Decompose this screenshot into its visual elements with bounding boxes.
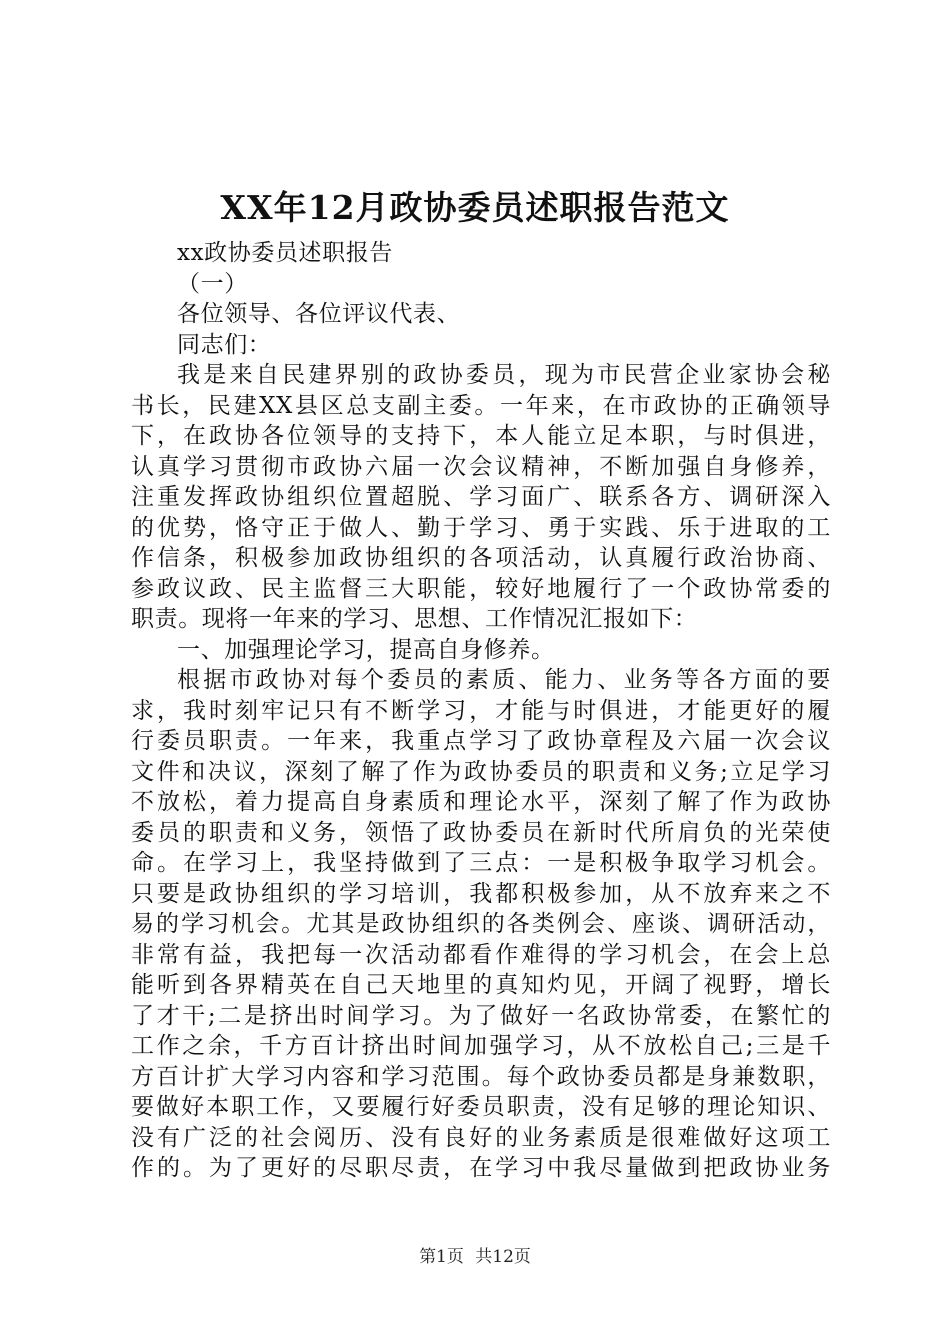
body-line: 参政议政、民主监督三大职能，较好地履行了一个政协常委的 bbox=[131, 575, 831, 602]
body-line: xx政协委员述职报告 bbox=[177, 240, 393, 266]
body-line: 行委员职责。一年来，我重点学习了政协章程及六届一次会议 bbox=[131, 728, 831, 754]
body-line: 工作之余，千方百计挤出时间加强学习，从不放松自己;三是千 bbox=[131, 1033, 831, 1059]
body-line: 能听到各界精英在自己天地里的真知灼见，开阔了视野，增长 bbox=[131, 972, 831, 998]
page-total: 共12页 bbox=[475, 1247, 531, 1267]
body-line: 注重发挥政协组织位置超脱、学习面广、联系各方、调研深入 bbox=[131, 484, 831, 510]
body-line: （一） bbox=[177, 270, 248, 297]
body-line: 认真学习贯彻市政协六届一次会议精神，不断加强自身修养， bbox=[131, 453, 831, 480]
document-body bbox=[131, 238, 831, 1184]
body-line: 易的学习机会。尤其是政协组织的各类例会、座谈、调研活动， bbox=[131, 911, 831, 937]
page-number: 第1页 bbox=[419, 1247, 464, 1267]
body-line: 只要是政协组织的学习培训，我都积极参加，从不放弃来之不 bbox=[131, 880, 831, 907]
body-line: 下，在政协各位领导的支持下，本人能立足本职，与时俱进， bbox=[131, 423, 831, 449]
body-line: 作的。为了更好的尽职尽责，在学习中我尽量做到把政协业务 bbox=[131, 1155, 831, 1181]
document-title: XX年12月政协委员述职报告范文 bbox=[220, 188, 730, 227]
body-line: 了才干;二是挤出时间学习。为了做好一名政协常委，在繁忙的 bbox=[131, 1002, 831, 1029]
body-line: 非常有益，我把每一次活动都看作难得的学习机会，在会上总 bbox=[131, 941, 831, 968]
body-line: 文件和决议，深刻了解了作为政协委员的职责和义务;立足学习 bbox=[131, 758, 831, 785]
body-line: 不放松，着力提高自身素质和理论水平，深刻了解了作为政协 bbox=[131, 789, 831, 815]
body-line: 委员的职责和义务，领悟了政协委员在新时代所肩负的光荣使 bbox=[131, 819, 831, 846]
body-line: 求，我时刻牢记只有不断学习，才能与时俱进，才能更好的履 bbox=[131, 697, 831, 724]
body-line: 各位领导、各位评议代表、 bbox=[177, 301, 461, 327]
body-line: 书长，民建XX县区总支副主委。一年来，在市政协的正确领导 bbox=[131, 392, 831, 419]
body-line: 一、加强理论学习，提高自身修养。 bbox=[177, 636, 555, 663]
body-line: 的优势，恪守正于做人、勤于学习、勇于实践、乐于进取的工 bbox=[131, 514, 831, 541]
body-line: 方百计扩大学习内容和学习范围。每个政协委员都是身兼数职， bbox=[131, 1063, 831, 1090]
body-line: 命。在学习上，我坚持做到了三点：一是积极争取学习机会。 bbox=[131, 850, 831, 876]
body-line: 要做好本职工作，又要履行好委员职责，没有足够的理论知识、 bbox=[131, 1094, 831, 1120]
body-line: 我是来自民建界别的政协委员，现为市民营企业家协会秘 bbox=[177, 362, 831, 388]
body-line: 同志们： bbox=[177, 331, 272, 358]
page-footer bbox=[0, 1246, 950, 1268]
body-line: 作信条，积极参加政协组织的各项活动，认真履行政治协商、 bbox=[131, 545, 831, 571]
body-line: 根据市政协对每个委员的素质、能力、业务等各方面的要 bbox=[177, 667, 831, 693]
body-line: 职责。现将一年来的学习、思想、工作情况汇报如下： bbox=[131, 606, 698, 632]
body-line: 没有广泛的社会阅历、没有良好的业务素质是很难做好这项工 bbox=[131, 1124, 831, 1151]
